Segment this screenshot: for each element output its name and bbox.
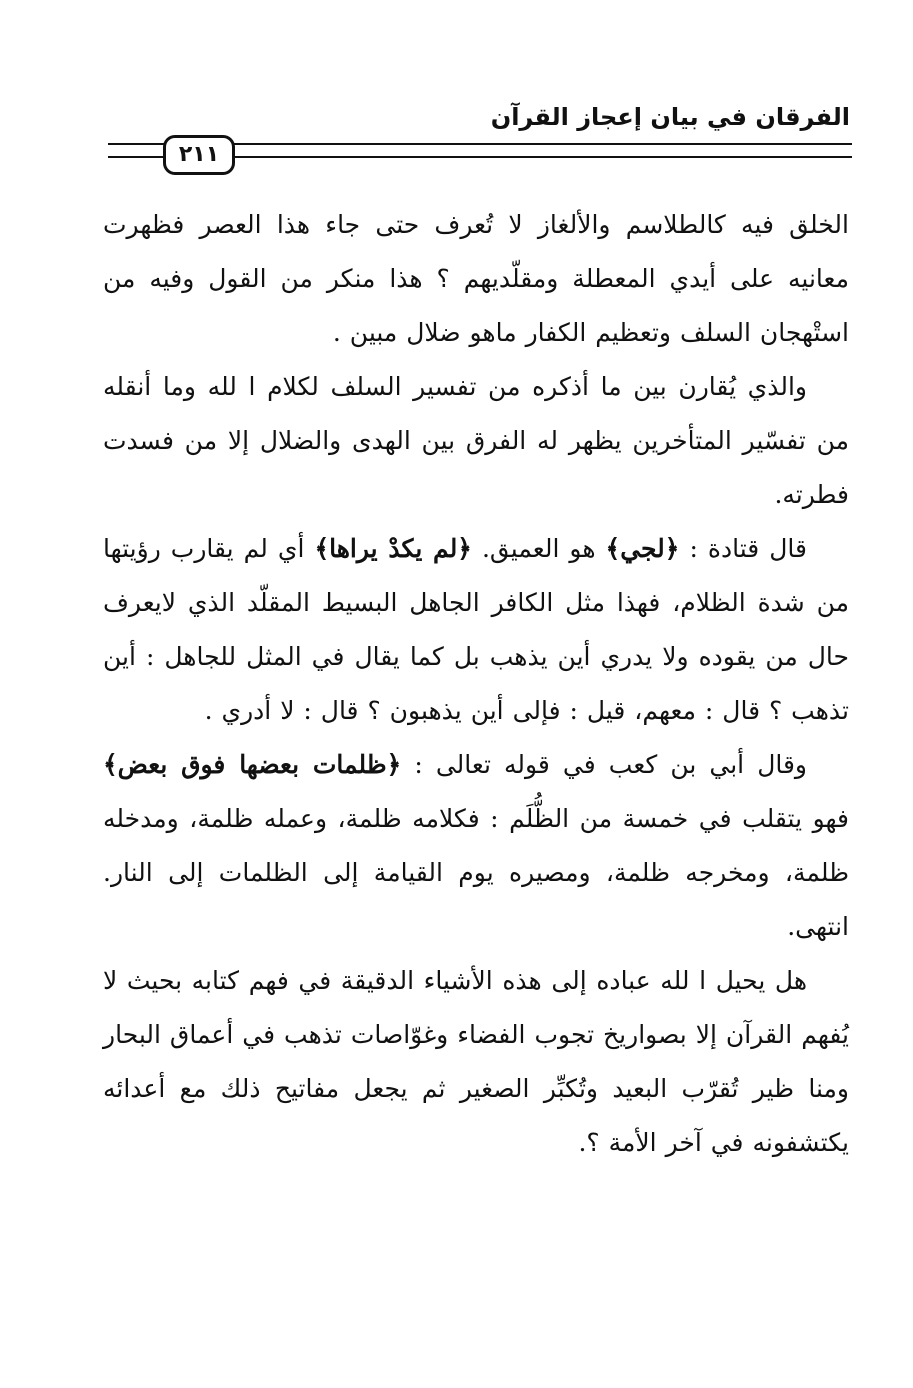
page-number: ٢١١ xyxy=(163,135,235,175)
paragraph-5: هل يحيل ا لله عباده إلى هذه الأشياء الدقيقة في فهم كتابه بحيث لا يُفهم القرآن إلا بصواريخ تجوب الفضاء وغوّاصات تذهب في أعماق البحار ومنا ظير تُقرّب البعيد وتُكبِّر الصغير ثم يجعل مفاتيح ذلك مع أعدائه يكتشفونه في آخر الأمة ؟. xyxy=(103,966,849,1157)
quran-quote-lam-yakad: ﴿لم يكدْ يراها﴾ xyxy=(314,534,472,563)
body-text xyxy=(103,198,849,1170)
paragraph-4-text-2: فهو يتقلب في خمسة من الظُّلَم : فكلامه ظلمة، وعمله ظلمة، ومدخله ظلمة، ومخرجه ظلمة، ومصيره يوم القيامة إلى الظلمات إلى النار. انتهى. xyxy=(103,804,849,941)
paragraph-3-text-2: هو العميق. xyxy=(471,534,606,563)
paragraph-1: الخلق فيه كالطلاسم والألغاز لا تُعرف حتى جاء هذا العصر فظهرت معانيه على أيدي المعطلة ومقلّديهم ؟ هذا منكر من القول وفيه من استْهجان السلف وتعظيم الكفار ماهو ضلال مبين . xyxy=(103,210,849,347)
paragraph-3-text-3: أي لم يقارب رؤيتها من شدة الظلام، فهذا مثل الكافر الجاهل البسيط المقلّد الذي لايعرف حال من يقوده ولا يدري أين يذهب بل كما يقال في المثل للجاهل : أين تذهب ؟ قال : معهم، قيل : فإلى أين يذهبون ؟ قال : لا أدري . xyxy=(103,534,849,725)
quran-quote-zulumat: ﴿ظلمات بعضها فوق بعض﴾ xyxy=(103,750,402,779)
paragraph-2: والذي يُقارن بين ما أذكره من تفسير السلف لكلام ا لله وما أنقله من تفسّير المتأخرين يظهر له الفرق بين الهدى والضلال إلا من فسدت فطرته. xyxy=(103,372,849,509)
paragraph-4-text-1: وقال أبي بن كعب في قوله تعالى : xyxy=(401,750,807,779)
paragraph-4 xyxy=(103,738,849,954)
running-header-title: الفرقان في بيان إعجاز القرآن xyxy=(490,103,850,131)
paragraph-3 xyxy=(103,522,849,738)
quran-quote-lujji: ﴿لجي﴾ xyxy=(605,534,680,563)
paragraph-3-text-1: قال قتادة : xyxy=(679,534,807,563)
